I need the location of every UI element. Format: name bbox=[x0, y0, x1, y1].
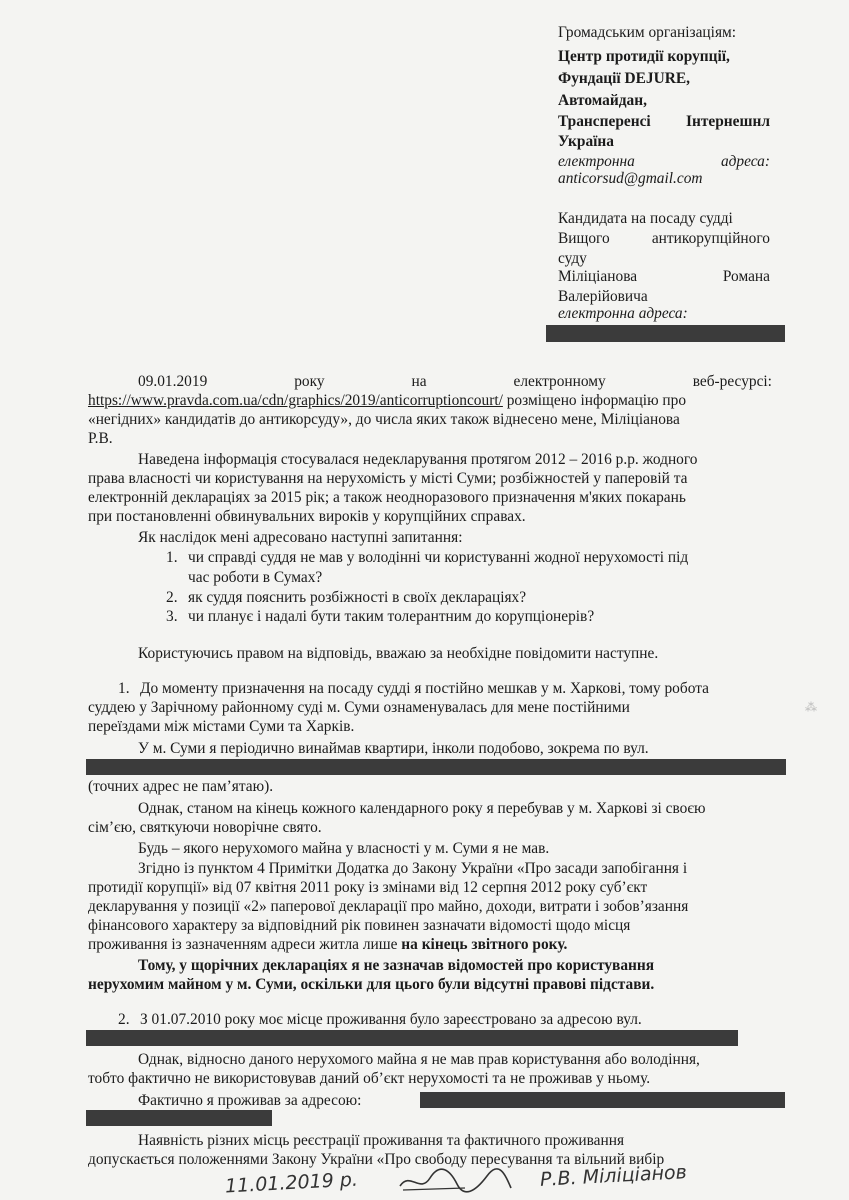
addressee-org: Трансперенсі Інтернешнл bbox=[558, 113, 770, 130]
questions-intro: Як наслідок мені адресовано наступні запитання: bbox=[138, 529, 463, 546]
addressee-heading: Громадським організаціям: bbox=[558, 24, 737, 41]
question-item: 2. як суддя пояснить розбіжності в своїх деклараціях? bbox=[166, 589, 527, 606]
sender-line: Кандидата на посаду судді bbox=[558, 210, 733, 227]
section-2-line: Фактично я проживав за адресою: bbox=[138, 1092, 362, 1109]
addressee-org: Центр протидії корупції, bbox=[558, 48, 730, 65]
addressee-org: Автомайдан, bbox=[558, 92, 647, 109]
law-line: декларування у позиції «2» паперової декларації про майно, доходи, витрати і зобов’язання bbox=[88, 898, 689, 915]
section-1-line: Однак, станом на кінець кожного календарного року я перебував у м. Харкові зі своєю bbox=[138, 800, 706, 817]
redacted-address bbox=[420, 1092, 785, 1108]
conclusion-line: нерухомим майном у м. Суми, оскільки для цього були відсутні правові підстави. bbox=[88, 976, 655, 993]
section-2-line: Однак, відносно даного нерухомого майна я не мав прав користування або володіння, bbox=[138, 1051, 700, 1068]
addressee-email-label: електронна адреса: bbox=[558, 153, 770, 170]
sender-line: суду bbox=[558, 250, 587, 267]
addressee-email: anticorsud@gmail.com bbox=[558, 170, 703, 187]
intro-line: «негідних» кандидатів до антикорсуду», до числа яких також віднесено мене, Міліціанова bbox=[88, 411, 680, 428]
redacted-email bbox=[546, 325, 785, 342]
redacted-address bbox=[86, 759, 786, 775]
redacted-address bbox=[86, 1030, 738, 1046]
question-item: 3. чи планує і надалі бути таким толерантним до корупціонерів? bbox=[166, 608, 595, 625]
section-1-line: сім’єю, святкуючи новорічне свято. bbox=[88, 819, 322, 836]
intro-line: https://www.pravda.com.ua/cdn/graphics/2019/anticorruptioncourt/ розміщено інформацію про bbox=[88, 392, 687, 409]
redacted-address bbox=[86, 1110, 272, 1126]
paragraph-line: при постановленні обвинувальних вироків у корупційних справах. bbox=[88, 508, 526, 525]
handwritten-signature-name: Р.В. Міліціанов bbox=[539, 1161, 688, 1191]
question-item: 1. чи справді суддя не мав у володінні чи користуванні жодної нерухомості під bbox=[166, 549, 689, 566]
section-1-line: суддею у Зарічному районному суді м. Суми ознаменувалась для мене постійними bbox=[88, 699, 630, 716]
paragraph-line: Наведена інформація стосувалася недекларування протягом 2012 – 2016 р.р. жодного bbox=[138, 451, 698, 468]
conclusion-line: Тому, у щорічних деклараціях я не зазначав відомостей про користування bbox=[138, 957, 655, 974]
law-line: протидії корупції» від 07 квітня 2011 року із змінами від 12 серпня 2012 року суб’єкт bbox=[88, 879, 648, 896]
scan-mark-icon: ⁂ bbox=[805, 700, 817, 714]
sender-email-label: електронна адреса: bbox=[558, 305, 688, 322]
section-1-line: (точних адрес не пам’ятаю). bbox=[88, 778, 274, 795]
signature-icon bbox=[395, 1166, 515, 1196]
intro-line: 09.01.2019 року на електронному веб-ресурсі: bbox=[138, 373, 772, 390]
law-line: проживання із зазначенням адреси житла лише на кінець звітного року. bbox=[88, 936, 568, 953]
sender-line: Вищого антикорупційного bbox=[558, 230, 770, 247]
section-1-line: переїздами між містами Суми та Харків. bbox=[88, 718, 355, 735]
source-link[interactable]: https://www.pravda.com.ua/cdn/graphics/2019/anticorruptioncourt/ bbox=[88, 392, 503, 409]
paragraph-line: електронній деклараціях за 2015 рік; а також неодноразового призначення м'яких покарань bbox=[88, 489, 686, 506]
response-intro: Користуючись правом на відповідь, вважаю за необхідне повідомити наступне. bbox=[138, 645, 659, 662]
addressee-org: Україна bbox=[558, 133, 614, 150]
paragraph-line: права власності чи користування на нерухомість у місті Суми; розбіжностей у паперовій та bbox=[88, 470, 688, 487]
sender-name: Валерійовича bbox=[558, 288, 648, 305]
section-1-line: Будь – якого нерухомого майна у власності у м. Суми я не мав. bbox=[138, 840, 550, 857]
addressee-org: Фундації DEJURE, bbox=[558, 70, 690, 87]
section-2-line: тобто фактично не використовував даний об’єкт нерухомості та не проживав у ньому. bbox=[88, 1070, 651, 1087]
section-2-line: Наявність різних місць реєстрації проживання та фактичного проживання bbox=[138, 1132, 625, 1149]
section-1-line: 1. До моменту призначення на посаду судді я постійно мешкав у м. Харкові, тому робота bbox=[118, 680, 709, 697]
law-line: Згідно із пунктом 4 Примітки Додатка до Закону України «Про засади запобігання і bbox=[138, 860, 688, 877]
intro-line: Р.В. bbox=[88, 430, 113, 447]
handwritten-date: 11.01.2019 р. bbox=[224, 1168, 359, 1198]
section-2-line: 2. З 01.07.2010 року моє місце проживання було зареєстровано за адресою вул. bbox=[118, 1011, 642, 1028]
sender-name: Міліціанова Романа bbox=[558, 268, 770, 285]
law-line: фінансового характеру за відповідний рік повинен зазначати відомості щодо місця bbox=[88, 917, 631, 934]
section-1-line: У м. Суми я періодично винаймав квартири, інколи подобово, зокрема по вул. bbox=[138, 740, 649, 757]
question-item-cont: час роботи в Сумах? bbox=[188, 569, 323, 586]
section-2-line: допускається положеннями Закону України «Про свободу пересування та вільний вибір bbox=[88, 1151, 665, 1168]
